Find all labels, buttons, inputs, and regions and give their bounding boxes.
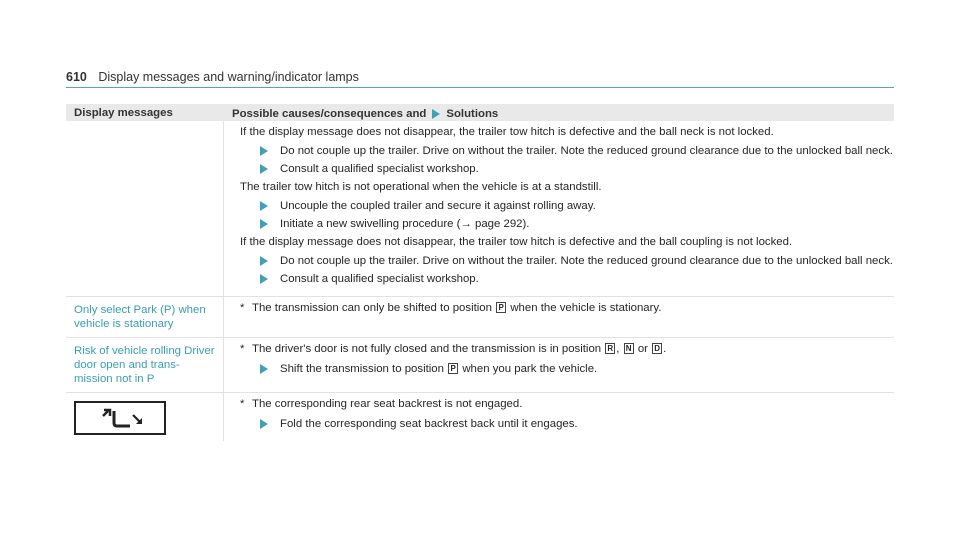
page-header	[66, 70, 359, 84]
message-cell: Only select Park (P) when vehicle is stationary	[66, 297, 224, 337]
solution-cell	[224, 121, 894, 296]
gear-key-r: R	[605, 343, 615, 354]
list-item	[240, 417, 894, 431]
arrow-icon	[260, 419, 268, 429]
arrow-icon	[260, 364, 268, 374]
solution-cell	[224, 338, 894, 392]
list-item	[240, 217, 894, 231]
table-row	[66, 121, 894, 297]
gear-key-p: P	[496, 302, 506, 313]
or-text: or	[637, 343, 648, 355]
list-item-text: Shift the transmission to position	[280, 363, 444, 375]
list-item	[240, 162, 894, 176]
paragraph: If the display message does not disappear, the trailer tow hitch is defective and the ball neck is not locked.	[240, 126, 774, 138]
message-cell: Risk of vehicle rolling Driver door open and trans- mission not in P	[66, 338, 224, 392]
arrow-icon	[260, 274, 268, 284]
table-row	[66, 297, 894, 338]
header-rule	[66, 87, 894, 88]
cause-item	[240, 397, 894, 411]
list-item	[240, 199, 894, 213]
message-cell	[66, 393, 224, 441]
col-header-causes-label: Possible causes/consequences and	[232, 107, 427, 120]
cause-item	[240, 301, 894, 315]
arrow-icon	[260, 146, 268, 156]
col-header-messages: Display messages	[74, 107, 173, 119]
cause-text: The transmission can only be shifted to position	[252, 302, 492, 314]
list-item	[240, 272, 894, 286]
list-item-text: Consult a qualified specialist workshop.	[280, 273, 479, 285]
cause-text: The driver's door is not fully closed and the transmission is in position	[252, 343, 602, 355]
cause-item: * The driver's door is not fully closed and the transmission is in position R , N or D .	[240, 343, 667, 355]
cause-text: when the vehicle is stationary.	[510, 302, 662, 314]
list-item-text: Uncouple the coupled trailer and secure it against rolling away.	[280, 200, 596, 212]
gear-key-p: P	[448, 363, 458, 374]
list-item-text[interactable]: Initiate a new swivelling procedure (→ page 292).	[280, 218, 530, 230]
arrow-icon	[260, 256, 268, 266]
messages-table	[66, 104, 894, 441]
list-item-text: when you park the vehicle.	[462, 363, 598, 375]
gear-key-d: D	[652, 343, 662, 354]
list-item-text: Do not couple up the trailer. Drive on without the trailer. Note the reduced ground clearance due to the unlocked ball neck.	[280, 145, 893, 157]
page-title: Display messages and warning/indicator lamps	[98, 70, 359, 84]
list-item	[240, 254, 894, 268]
table-header	[66, 104, 894, 121]
gear-key-n: N	[624, 343, 634, 354]
solution-cell	[224, 393, 894, 441]
seat-backrest-icon	[74, 401, 166, 435]
arrow-icon	[260, 164, 268, 174]
page-number: 610	[66, 70, 87, 84]
paragraph: If the display message does not disappear, the trailer tow hitch is defective and the ball coupling is not locked.	[240, 236, 793, 248]
arrow-icon	[432, 109, 440, 119]
arrow-icon	[260, 219, 268, 229]
arrow-icon	[260, 201, 268, 211]
solution-cell	[224, 297, 894, 337]
paragraph: The trailer tow hitch is not operational when the vehicle is at a standstill.	[240, 181, 602, 193]
col-header-causes	[224, 104, 498, 121]
asterisk-icon: *	[240, 343, 245, 355]
message-cell	[66, 121, 224, 296]
list-item-text: Fold the corresponding seat backrest back until it engages.	[280, 418, 578, 430]
asterisk-icon: *	[240, 302, 245, 314]
list-item	[240, 362, 894, 376]
asterisk-icon: *	[240, 398, 245, 410]
col-header-solutions-label: Solutions	[446, 107, 499, 120]
table-row	[66, 338, 894, 393]
list-item-text: Do not couple up the trailer. Drive on without the trailer. Note the reduced ground clearance due to the unlocked ball neck.	[280, 255, 893, 267]
list-item	[240, 144, 894, 158]
table-row	[66, 393, 894, 441]
list-item-text: Consult a qualified specialist workshop.	[280, 163, 479, 175]
cause-text: The corresponding rear seat backrest is not engaged.	[252, 398, 523, 410]
